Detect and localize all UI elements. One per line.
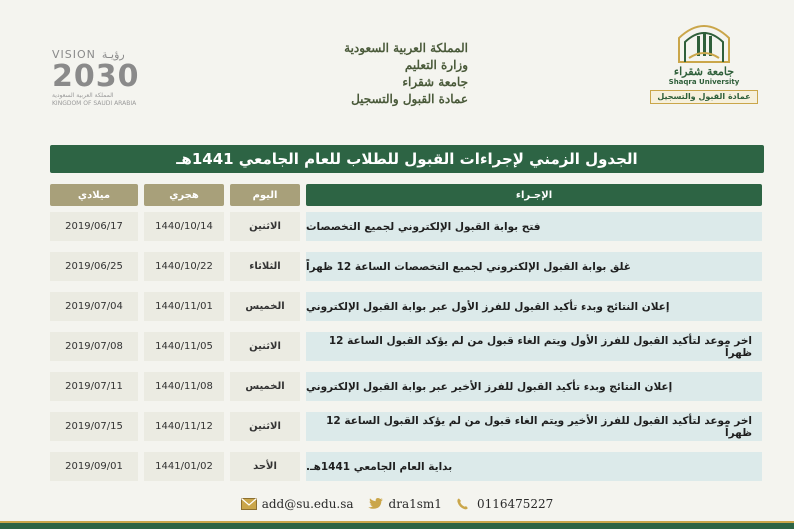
header-miladi: ميلادي — [50, 184, 138, 206]
university-name-en: Shaqra University — [668, 78, 740, 86]
action-cell: اخر موعد لتأكيد القبول للفرز الأخير ويتم الغاء قبول من لم يؤكد القبول الساعة 12 ظهراً — [306, 412, 762, 441]
page-title: الجدول الزمني لإجراءات القبول للطلاب للعام الجامعي 1441هـ — [176, 150, 638, 168]
hijri-cell: 1440/10/22 — [144, 252, 224, 281]
email-text: add@su.edu.sa — [261, 497, 354, 511]
vision-label-ar: رؤيـة — [101, 48, 125, 61]
day-cell: الثلاثاء — [230, 252, 300, 281]
action-cell: بداية العام الجامعي 1441هـ. — [306, 452, 762, 481]
day-cell: الخميس — [230, 292, 300, 321]
table-row — [50, 252, 762, 281]
table-header-row — [50, 184, 762, 206]
day-cell: الاثنين — [230, 212, 300, 241]
day-cell: الأحد — [230, 452, 300, 481]
table-row — [50, 212, 762, 241]
mail-icon — [241, 498, 257, 510]
email-contact[interactable] — [241, 497, 354, 511]
table-row — [50, 332, 762, 361]
vision-year: 2030 — [52, 59, 140, 94]
phone-icon — [456, 498, 472, 510]
contact-footer — [0, 493, 794, 515]
twitter-handle: dra1sm1 — [388, 497, 442, 511]
ministry-line-ministry: وزارة التعليم — [404, 58, 468, 72]
schedule-table — [50, 184, 762, 492]
miladi-cell: 2019/07/11 — [50, 372, 138, 401]
header-hijri: هجري — [144, 184, 224, 206]
university-logo — [644, 18, 764, 118]
miladi-cell: 2019/07/08 — [50, 332, 138, 361]
hijri-cell: 1440/11/08 — [144, 372, 224, 401]
day-cell: الاثنين — [230, 332, 300, 361]
table-row — [50, 452, 762, 481]
phone-number: 0116475227 — [476, 497, 554, 511]
day-cell: الخميس — [230, 372, 300, 401]
hijri-cell: 1441/01/02 — [144, 452, 224, 481]
header — [0, 0, 794, 135]
title-banner — [50, 145, 764, 173]
miladi-cell: 2019/09/01 — [50, 452, 138, 481]
university-emblem-icon — [669, 18, 739, 66]
bottom-border — [0, 521, 794, 529]
vision-label-en: VISION — [52, 48, 96, 61]
vision-sub-en: KINGDOM OF SAUDI ARABIA — [52, 100, 137, 107]
hijri-cell: 1440/11/05 — [144, 332, 224, 361]
miladi-cell: 2019/07/15 — [50, 412, 138, 441]
miladi-cell: 2019/07/04 — [50, 292, 138, 321]
ministry-line-university: جامعة شقراء — [402, 75, 468, 89]
twitter-icon — [368, 498, 384, 510]
table-row — [50, 292, 762, 321]
hijri-cell: 1440/10/14 — [144, 212, 224, 241]
ministry-block — [328, 40, 468, 108]
twitter-contact[interactable] — [368, 497, 442, 511]
miladi-cell: 2019/06/17 — [50, 212, 138, 241]
day-cell: الاثنين — [230, 412, 300, 441]
action-cell: اخر موعد لتأكيد القبول للفرز الأول ويتم الغاء قبول من لم يؤكد القبول الساعة 12 ظهراً — [306, 332, 762, 361]
ministry-line-kingdom: المملكة العربية السعودية — [344, 41, 468, 55]
phone-contact[interactable] — [456, 497, 553, 511]
header-action: الإجـراء — [306, 184, 762, 206]
ministry-line-deanship: عمادة القبول والتسجيل — [351, 92, 468, 106]
university-name-ar: جامعة شقراء — [673, 65, 735, 78]
action-cell: إعلان النتائج وبدء تأكيد القبول للفرز الأول عبر بوابة القبول الإلكتروني — [306, 292, 762, 321]
miladi-cell: 2019/06/25 — [50, 252, 138, 281]
hijri-cell: 1440/11/01 — [144, 292, 224, 321]
vision-2030-logo — [52, 48, 162, 118]
action-cell: إعلان النتائج وبدء تأكيد القبول للفرز الأخير عبر بوابة القبول الإلكتروني — [306, 372, 762, 401]
table-row — [50, 372, 762, 401]
hijri-cell: 1440/11/12 — [144, 412, 224, 441]
action-cell: غلق بوابة القبول الإلكتروني لجميع التخصصات الساعة 12 ظهراً — [306, 252, 762, 281]
university-dept: عمادة القبول والتسجيل — [650, 90, 757, 104]
table-row — [50, 412, 762, 441]
action-cell: فتح بوابة القبول الإلكتروني لجميع التخصصات — [306, 212, 762, 241]
header-day: اليوم — [230, 184, 300, 206]
vision-sub-ar: المملكة العربية السعودية — [52, 92, 114, 99]
